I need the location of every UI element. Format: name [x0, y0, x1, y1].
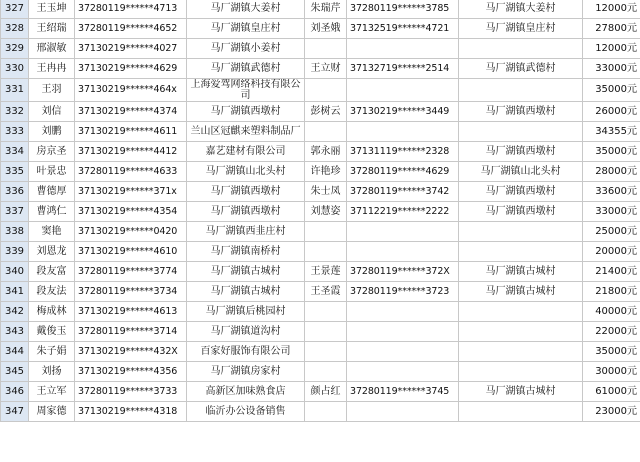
spouse-id-number: 37280119******3742: [347, 182, 459, 202]
applicant-name: 刘鹏: [29, 122, 75, 142]
row-number: 333: [1, 122, 29, 142]
spouse-name: [305, 302, 347, 322]
applicant-workplace: 马厂湖镇武德村: [187, 59, 305, 79]
applicant-name: 戴俊玉: [29, 322, 75, 342]
applicant-id-number: 37130219******4629: [75, 59, 187, 79]
spouse-workplace: [459, 222, 583, 242]
applicant-id-number: 37130219******4412: [75, 142, 187, 162]
loan-amount: 12000元: [583, 0, 640, 19]
spouse-name: 刘圣娥: [305, 19, 347, 39]
applicant-workplace: 马厂湖镇古城村: [187, 262, 305, 282]
applicant-name: 王玉坤: [29, 0, 75, 19]
table-row: [1, 262, 640, 282]
spouse-name: [305, 39, 347, 59]
applicant-id-number: 37130219******4354: [75, 202, 187, 222]
row-number: 342: [1, 302, 29, 322]
table-row: [1, 122, 640, 142]
spouse-id-number: 37130219******3449: [347, 102, 459, 122]
applicant-name: 房京圣: [29, 142, 75, 162]
spouse-id-number: [347, 79, 459, 102]
row-number: 343: [1, 322, 29, 342]
spouse-id-number: 37280119******372X: [347, 262, 459, 282]
applicant-id-number: 37280119******3734: [75, 282, 187, 302]
spouse-name: [305, 242, 347, 262]
applicant-name: 王冉冉: [29, 59, 75, 79]
loan-amount: 28000元: [583, 162, 640, 182]
row-number: 347: [1, 402, 29, 422]
applicant-id-number: 37280119******4713: [75, 0, 187, 19]
loan-amount: 33000元: [583, 59, 640, 79]
applicant-workplace: 马厂湖镇古城村: [187, 282, 305, 302]
loan-amount: 34355元: [583, 122, 640, 142]
table-row: [1, 242, 640, 262]
loan-amount: 27800元: [583, 19, 640, 39]
spouse-id-number: [347, 402, 459, 422]
spouse-id-number: [347, 322, 459, 342]
applicant-name: 王立军: [29, 382, 75, 402]
spouse-name: 朱瑞芹: [305, 0, 347, 19]
table-row: [1, 202, 640, 222]
table-row: [1, 19, 640, 39]
spouse-name: 朱士凤: [305, 182, 347, 202]
loan-amount: 33000元: [583, 202, 640, 222]
applicant-id-number: 37280119******3733: [75, 382, 187, 402]
applicant-name: 叶景忠: [29, 162, 75, 182]
applicant-workplace: 马厂湖镇小姜村: [187, 39, 305, 59]
applicant-name: 段友法: [29, 282, 75, 302]
spouse-workplace: 马厂湖镇武德村: [459, 59, 583, 79]
spouse-id-number: [347, 222, 459, 242]
table-row: [1, 302, 640, 322]
spouse-id-number: 37131119******2328: [347, 142, 459, 162]
applicant-id-number: 37130219******0420: [75, 222, 187, 242]
applicant-workplace: 马厂湖镇房家村: [187, 362, 305, 382]
spouse-name: 刘慧姿: [305, 202, 347, 222]
applicant-workplace: 马厂湖镇西墩村: [187, 182, 305, 202]
spouse-workplace: [459, 362, 583, 382]
spouse-id-number: 37280119******3785: [347, 0, 459, 19]
applicant-name: 王羽: [29, 79, 75, 102]
applicant-id-number: 37130219******4610: [75, 242, 187, 262]
loan-amount: 35000元: [583, 142, 640, 162]
applicant-workplace: 兰山区冠麒来塑料制品厂: [187, 122, 305, 142]
table-row: [1, 362, 640, 382]
loan-amount: 30000元: [583, 362, 640, 382]
spouse-name: [305, 222, 347, 242]
applicant-name: 朱子娟: [29, 342, 75, 362]
applicant-id-number: 37130219******4318: [75, 402, 187, 422]
spouse-workplace: [459, 122, 583, 142]
table-row: [1, 382, 640, 402]
spouse-workplace: 马厂湖镇皇庄村: [459, 19, 583, 39]
spouse-id-number: 37280119******3745: [347, 382, 459, 402]
row-number: 331: [1, 79, 29, 102]
row-number: 339: [1, 242, 29, 262]
spouse-workplace: [459, 79, 583, 102]
spouse-workplace: [459, 39, 583, 59]
applicant-id-number: 37130219******4356: [75, 362, 187, 382]
applicant-id-number: 37280119******4652: [75, 19, 187, 39]
spouse-workplace: 马厂湖镇山北头村: [459, 162, 583, 182]
spouse-workplace: 马厂湖镇大姜村: [459, 0, 583, 19]
applicant-id-number: 37130219******432X: [75, 342, 187, 362]
applicant-id-number: 37130219******4613: [75, 302, 187, 322]
spouse-workplace: 马厂湖镇西墩村: [459, 102, 583, 122]
applicant-name: 刘信: [29, 102, 75, 122]
applicant-workplace: 马厂湖镇西墩村: [187, 202, 305, 222]
spouse-id-number: [347, 39, 459, 59]
row-number: 335: [1, 162, 29, 182]
row-number: 345: [1, 362, 29, 382]
spouse-workplace: [459, 302, 583, 322]
row-number: 329: [1, 39, 29, 59]
spouse-id-number: [347, 122, 459, 142]
applicant-workplace: 马厂湖镇山北头村: [187, 162, 305, 182]
row-number: 340: [1, 262, 29, 282]
spouse-workplace: 马厂湖镇西墩村: [459, 202, 583, 222]
spouse-id-number: [347, 362, 459, 382]
applicant-name: 邢淑敏: [29, 39, 75, 59]
spouse-id-number: [347, 302, 459, 322]
applicant-id-number: 37280119******4633: [75, 162, 187, 182]
loan-amount: 35000元: [583, 79, 640, 102]
spouse-id-number: [347, 342, 459, 362]
table-row: [1, 402, 640, 422]
spouse-workplace: [459, 322, 583, 342]
applicant-id-number: 37280119******3774: [75, 262, 187, 282]
loan-amount: 20000元: [583, 242, 640, 262]
applicant-workplace: 马厂湖镇南桥村: [187, 242, 305, 262]
spouse-name: [305, 322, 347, 342]
spouse-name: 王景莲: [305, 262, 347, 282]
loan-amount: 61000元: [583, 382, 640, 402]
spouse-workplace: 马厂湖镇古城村: [459, 262, 583, 282]
applicant-workplace: 马厂湖镇后桃园村: [187, 302, 305, 322]
row-number: 330: [1, 59, 29, 79]
row-number: 334: [1, 142, 29, 162]
row-number: 336: [1, 182, 29, 202]
applicant-workplace: 高新区加味熟食店: [187, 382, 305, 402]
row-number: 346: [1, 382, 29, 402]
row-number: 328: [1, 19, 29, 39]
table-row: [1, 162, 640, 182]
spouse-name: 郭永丽: [305, 142, 347, 162]
applicant-name: 王绍瑞: [29, 19, 75, 39]
applicant-name: 曹德厚: [29, 182, 75, 202]
spouse-workplace: 马厂湖镇古城村: [459, 382, 583, 402]
loan-amount: 12000元: [583, 39, 640, 59]
applicant-name: 刘恩龙: [29, 242, 75, 262]
table-row: [1, 282, 640, 302]
applicant-name: 梅成林: [29, 302, 75, 322]
spouse-workplace: 马厂湖镇西墩村: [459, 182, 583, 202]
applicant-id-number: 37130219******464x: [75, 79, 187, 102]
applicant-name: 窦艳: [29, 222, 75, 242]
spouse-workplace: [459, 402, 583, 422]
table-row: [1, 39, 640, 59]
spouse-name: 王圣霞: [305, 282, 347, 302]
spouse-id-number: 37132719******2514: [347, 59, 459, 79]
table-row: [1, 182, 640, 202]
spouse-name: [305, 79, 347, 102]
spouse-workplace: [459, 242, 583, 262]
row-number: 337: [1, 202, 29, 222]
spouse-name: 王立财: [305, 59, 347, 79]
row-number: 344: [1, 342, 29, 362]
table-row: [1, 102, 640, 122]
table-row: [1, 222, 640, 242]
loan-amount: 21800元: [583, 282, 640, 302]
spouse-workplace: 马厂湖镇古城村: [459, 282, 583, 302]
spouse-id-number: 37280119******4629: [347, 162, 459, 182]
row-number: 332: [1, 102, 29, 122]
row-number: 341: [1, 282, 29, 302]
applicant-name: 段友富: [29, 262, 75, 282]
applicant-workplace: 临沂办公设备销售: [187, 402, 305, 422]
spouse-name: [305, 122, 347, 142]
applicant-id-number: 37130219******4611: [75, 122, 187, 142]
loan-amount: 26000元: [583, 102, 640, 122]
spouse-id-number: 37132519******4721: [347, 19, 459, 39]
table-row: [1, 142, 640, 162]
table-row: [1, 342, 640, 362]
applicant-workplace: 马厂湖镇大姜村: [187, 0, 305, 19]
applicant-id-number: 37130219******371x: [75, 182, 187, 202]
applicant-id-number: 37130219******4374: [75, 102, 187, 122]
applicant-workplace: 马厂湖镇道沟村: [187, 322, 305, 342]
loan-amount: 21400元: [583, 262, 640, 282]
spouse-workplace: 马厂湖镇西墩村: [459, 142, 583, 162]
applicant-id-number: 37280119******3714: [75, 322, 187, 342]
spouse-id-number: 37280119******3723: [347, 282, 459, 302]
table-row: [1, 0, 640, 19]
table-row: [1, 59, 640, 79]
applicant-workplace: 嘉艺建材有限公司: [187, 142, 305, 162]
table-row: [1, 79, 640, 102]
table-row: [1, 322, 640, 342]
loan-amount: 40000元: [583, 302, 640, 322]
loan-amount: 35000元: [583, 342, 640, 362]
spouse-name: [305, 362, 347, 382]
spouse-name: [305, 402, 347, 422]
loan-amount: 33600元: [583, 182, 640, 202]
applicant-id-number: 37130219******4027: [75, 39, 187, 59]
applicant-workplace: 上海爱驾网络科技有限公司: [187, 79, 305, 102]
applicant-workplace: 马厂湖镇西墩村: [187, 102, 305, 122]
row-number: 327: [1, 0, 29, 19]
spouse-id-number: 37112219******2222: [347, 202, 459, 222]
spouse-workplace: [459, 342, 583, 362]
row-number: 338: [1, 222, 29, 242]
applicant-name: 曹鸿仁: [29, 202, 75, 222]
applicant-workplace: 百家好服饰有限公司: [187, 342, 305, 362]
applicant-workplace: 马厂湖镇皇庄村: [187, 19, 305, 39]
applicant-workplace: 马厂湖镇西韭庄村: [187, 222, 305, 242]
table-body: [1, 0, 640, 422]
spouse-name: 颜占红: [305, 382, 347, 402]
loan-amount: 23000元: [583, 402, 640, 422]
applicant-name: 刘扬: [29, 362, 75, 382]
spouse-name: [305, 342, 347, 362]
loan-amount: 25000元: [583, 222, 640, 242]
spouse-name: 彭树云: [305, 102, 347, 122]
loan-amount: 22000元: [583, 322, 640, 342]
spouse-id-number: [347, 242, 459, 262]
spouse-name: 许艳珍: [305, 162, 347, 182]
applicant-name: 周家德: [29, 402, 75, 422]
